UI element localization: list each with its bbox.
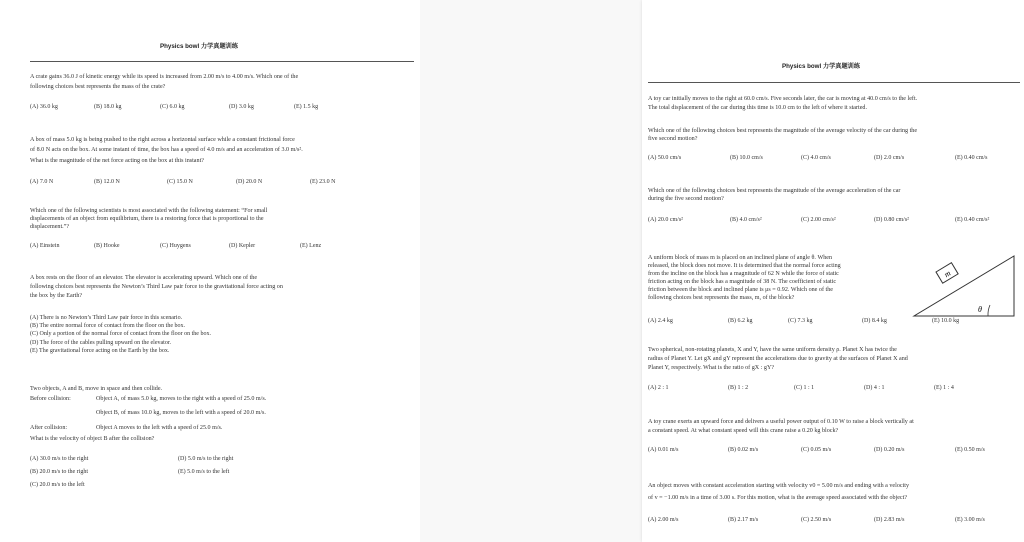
q6b-option-c[interactable]: (C) 2.00 cm/s²: [801, 217, 836, 223]
header-rule-right: [648, 82, 1020, 83]
question-9-line-1: A toy crane exerts an upward force and delivers a useful power output of 0.10 W to raise a block vertically at: [648, 419, 914, 425]
block-label: m: [942, 268, 953, 280]
question-7-line-4: friction acting on the block has a magnitude of 38 N. The coefficient of static: [648, 279, 837, 285]
q6b-option-a[interactable]: (A) 20.0 cm/s²: [648, 217, 683, 223]
question-1-line-1: A crate gains 36.0 J of kinetic energy while its speed is increased from 2.00 m/s to 4.00 m/s. Which one of the: [30, 74, 299, 80]
question-8-line-1: Two spherical, non-rotating planets, X and Y, have the same uniform density ρ. Planet X has twice the: [648, 347, 897, 353]
question-10-line-1: An object moves with constant acceleration starting with velocity v0 = 5.00 m/s and ending with a velocity: [648, 483, 910, 489]
q3-option-d[interactable]: (D) Kepler: [229, 243, 256, 249]
q2-option-d[interactable]: (D) 20.0 N: [236, 179, 263, 185]
q1-option-d[interactable]: (D) 3.0 kg: [229, 104, 254, 110]
incline-triangle: [914, 256, 1014, 316]
question-7-line-6: following choices best represents the mass, m, of the block?: [648, 295, 795, 301]
q3-option-e[interactable]: (E) Lenz: [300, 243, 322, 249]
q6a-option-e[interactable]: (E) 0.40 cm/s: [955, 155, 988, 161]
q6a-option-b[interactable]: (B) 10.0 cm/s: [730, 155, 763, 161]
q10-option-b[interactable]: (B) 2.17 m/s: [728, 517, 759, 523]
q6a-option-a[interactable]: (A) 50.0 cm/s: [648, 155, 682, 161]
q4-option-b[interactable]: (B) The entire normal force of contact from the floor on the box.: [30, 323, 186, 329]
q10-option-c[interactable]: (C) 2.50 m/s: [801, 517, 832, 523]
header-rule: [30, 61, 414, 62]
q8-option-e[interactable]: (E) 1 : 4: [934, 385, 954, 391]
q1-option-a[interactable]: (A) 36.0 kg: [30, 104, 58, 110]
q7-option-d[interactable]: (D) 8.4 kg: [862, 318, 887, 324]
q4-option-d[interactable]: (D) The force of the cables pulling upward on the elevator.: [30, 340, 172, 346]
question-6-line-1: A toy car initially moves to the right at 60.0 cm/s. Five seconds later, the car is moving at 40.0 cm/s to the left.: [648, 96, 918, 102]
left-page: [0, 0, 420, 542]
q5-before-label: Before collision:: [30, 396, 71, 402]
page-gap: [420, 0, 642, 542]
q1-option-b[interactable]: (B) 18.0 kg: [94, 104, 122, 110]
q5-after-label: After collision:: [30, 425, 68, 431]
angle-arc: [988, 305, 990, 316]
question-10-line-2: of v = −1.00 m/s in a time of 3.00 s. For this motion, what is the average speed associated with the object?: [648, 495, 908, 501]
q8-option-a[interactable]: (A) 2 : 1: [648, 385, 669, 391]
page-header: Physics bowl 力学真题训练: [160, 43, 239, 50]
q9-option-b[interactable]: (B) 0.02 m/s: [728, 447, 759, 453]
question-4-line-2: following choices best represents the Newton’s Third Law pair force to the gravitational force acting on: [30, 284, 283, 290]
question-6a-line-1: Which one of the following choices best represents the magnitude of the average velocity of the car during the: [648, 128, 918, 134]
q8-option-d[interactable]: (D) 4 : 1: [864, 385, 885, 391]
q5-option-e[interactable]: (E) 5.0 m/s to the left: [178, 469, 230, 475]
question-6a-line-2: five second motion?: [648, 136, 698, 142]
incline-figure: [910, 250, 1020, 318]
right-page: [642, 0, 1024, 542]
q6a-option-c[interactable]: (C) 4.0 cm/s: [801, 155, 831, 161]
q7-option-a[interactable]: (A) 2.4 kg: [648, 318, 673, 324]
angle-label: θ: [978, 305, 982, 314]
q8-option-c[interactable]: (C) 1 : 1: [794, 385, 815, 391]
q9-option-a[interactable]: (A) 0.01 m/s: [648, 447, 679, 453]
question-3-line-1: Which one of the following scientists is most associated with the following statement: “For small: [30, 208, 268, 214]
question-9-line-2: a constant speed. At what constant speed will this crane raise a 0.20 kg block?: [648, 428, 839, 434]
q2-option-e[interactable]: (E) 23.0 N: [310, 179, 336, 185]
q5-before-a: Object A, of mass 5.0 kg, moves to the right with a speed of 25.0 m/s.: [96, 396, 267, 402]
question-4-line-1: A box rests on the floor of an elevator. The elevator is accelerating upward. Which one of the: [30, 275, 258, 281]
question-7-line-1: A uniform block of mass m is placed on an inclined plane of angle θ. When: [648, 255, 832, 261]
question-5-intro: Two objects, A and B, move in space and then collide.: [30, 386, 163, 392]
q5-option-a[interactable]: (A) 30.0 m/s to the right: [30, 456, 89, 462]
question-1-line-2: following choices best represents the mass of the crate?: [30, 84, 166, 90]
block-on-incline: [936, 263, 958, 283]
question-4-line-3: the box by the Earth?: [30, 293, 83, 299]
q1-option-c[interactable]: (C) 6.0 kg: [160, 104, 185, 110]
question-7-line-3: from the incline on the block has a magnitude of 62 N while the force of static: [648, 271, 839, 277]
q6b-option-e[interactable]: (E) 0.40 cm/s²: [955, 217, 990, 223]
q3-option-a[interactable]: (A) Einstein: [30, 243, 60, 249]
q9-option-e[interactable]: (E) 0.50 m/s: [955, 447, 985, 453]
question-7-line-5: friction between the block and inclined plane is μs = 0.92. Which one of the: [648, 287, 833, 293]
page-header-right: Physics bowl 力学真题训练: [782, 63, 861, 70]
q7-option-e[interactable]: (E) 10.0 kg: [932, 318, 960, 324]
question-8-line-3: Planet Y, respectively. What is the ratio of gX : gY?: [648, 365, 775, 371]
q6b-option-b[interactable]: (B) 4.0 cm/s²: [730, 217, 762, 223]
q5-option-c[interactable]: (C) 20.0 m/s to the left: [30, 482, 85, 488]
question-6-line-2: The total displacement of the car during this time is 10.0 cm to the left of where it started.: [648, 105, 867, 111]
question-7-line-2: released, the block does not move. It is determined that the normal force acting: [648, 263, 841, 269]
q2-option-c[interactable]: (C) 15.0 N: [167, 179, 193, 185]
q10-option-e[interactable]: (E) 3.00 m/s: [955, 517, 985, 523]
q4-option-e[interactable]: (E) The gravitational force acting on the Earth by the box.: [30, 348, 170, 354]
question-2-line-3: What is the magnitude of the net force acting on the box at this instant?: [30, 158, 204, 164]
question-6b-line-1: Which one of the following choices best represents the magnitude of the average acceleration of the car: [648, 188, 901, 194]
q9-option-c[interactable]: (C) 0.05 m/s: [801, 447, 832, 453]
q10-option-a[interactable]: (A) 2.00 m/s: [648, 517, 679, 523]
q8-option-b[interactable]: (B) 1 : 2: [728, 385, 749, 391]
q5-option-d[interactable]: (D) 5.0 m/s to the right: [178, 456, 234, 462]
question-2-line-2: of 8.0 N acts on the box. At some instant of time, the box has a speed of 4.0 m/s and an acceleration of 3.0 m/s².: [30, 147, 303, 153]
question-2-line-1: A box of mass 5.0 kg is being pushed to the right across a horizontal surface while a constant frictional force: [30, 137, 295, 143]
question-8-line-2: radius of Planet Y. Let gX and gY represent the accelerations due to gravity at the surfaces of Planet X and: [648, 356, 908, 362]
q5-before-b: Object B, of mass 10.0 kg, moves to the left with a speed of 20.0 m/s.: [96, 410, 266, 416]
q2-option-a[interactable]: (A) 7.0 N: [30, 179, 54, 185]
q3-option-c[interactable]: (C) Huygens: [160, 243, 191, 249]
q1-option-e[interactable]: (E) 1.5 kg: [294, 104, 319, 110]
q7-option-b[interactable]: (B) 6.2 kg: [728, 318, 753, 324]
q7-option-c[interactable]: (C) 7.3 kg: [788, 318, 813, 324]
q2-option-b[interactable]: (B) 12.0 N: [94, 179, 120, 185]
q5-after-a: Object A moves to the left with a speed of 25.0 m/s.: [96, 425, 223, 431]
q3-option-b[interactable]: (B) Hooke: [94, 243, 120, 249]
q5-option-b[interactable]: (B) 20.0 m/s to the right: [30, 469, 88, 475]
q9-option-d[interactable]: (D) 0.20 m/s: [874, 447, 905, 453]
question-3-line-3: displacement.”?: [30, 224, 70, 230]
question-6b-line-2: during the five second motion?: [648, 196, 724, 202]
q6a-option-d[interactable]: (D) 2.0 cm/s: [874, 155, 905, 161]
question-3-line-2: displacements of an object from equilibrium, there is a restoring force that is proportional to the: [30, 216, 264, 222]
question-5-prompt: What is the velocity of object B after the collision?: [30, 436, 155, 442]
q6b-option-d[interactable]: (D) 0.80 cm/s²: [874, 217, 909, 223]
q4-option-c[interactable]: (C) Only a portion of the normal force of contact from the floor on the box.: [30, 331, 211, 337]
q4-option-a[interactable]: (A) There is no Newton’s Third Law pair force in this scenario.: [30, 315, 183, 321]
q10-option-d[interactable]: (D) 2.83 m/s: [874, 517, 905, 523]
